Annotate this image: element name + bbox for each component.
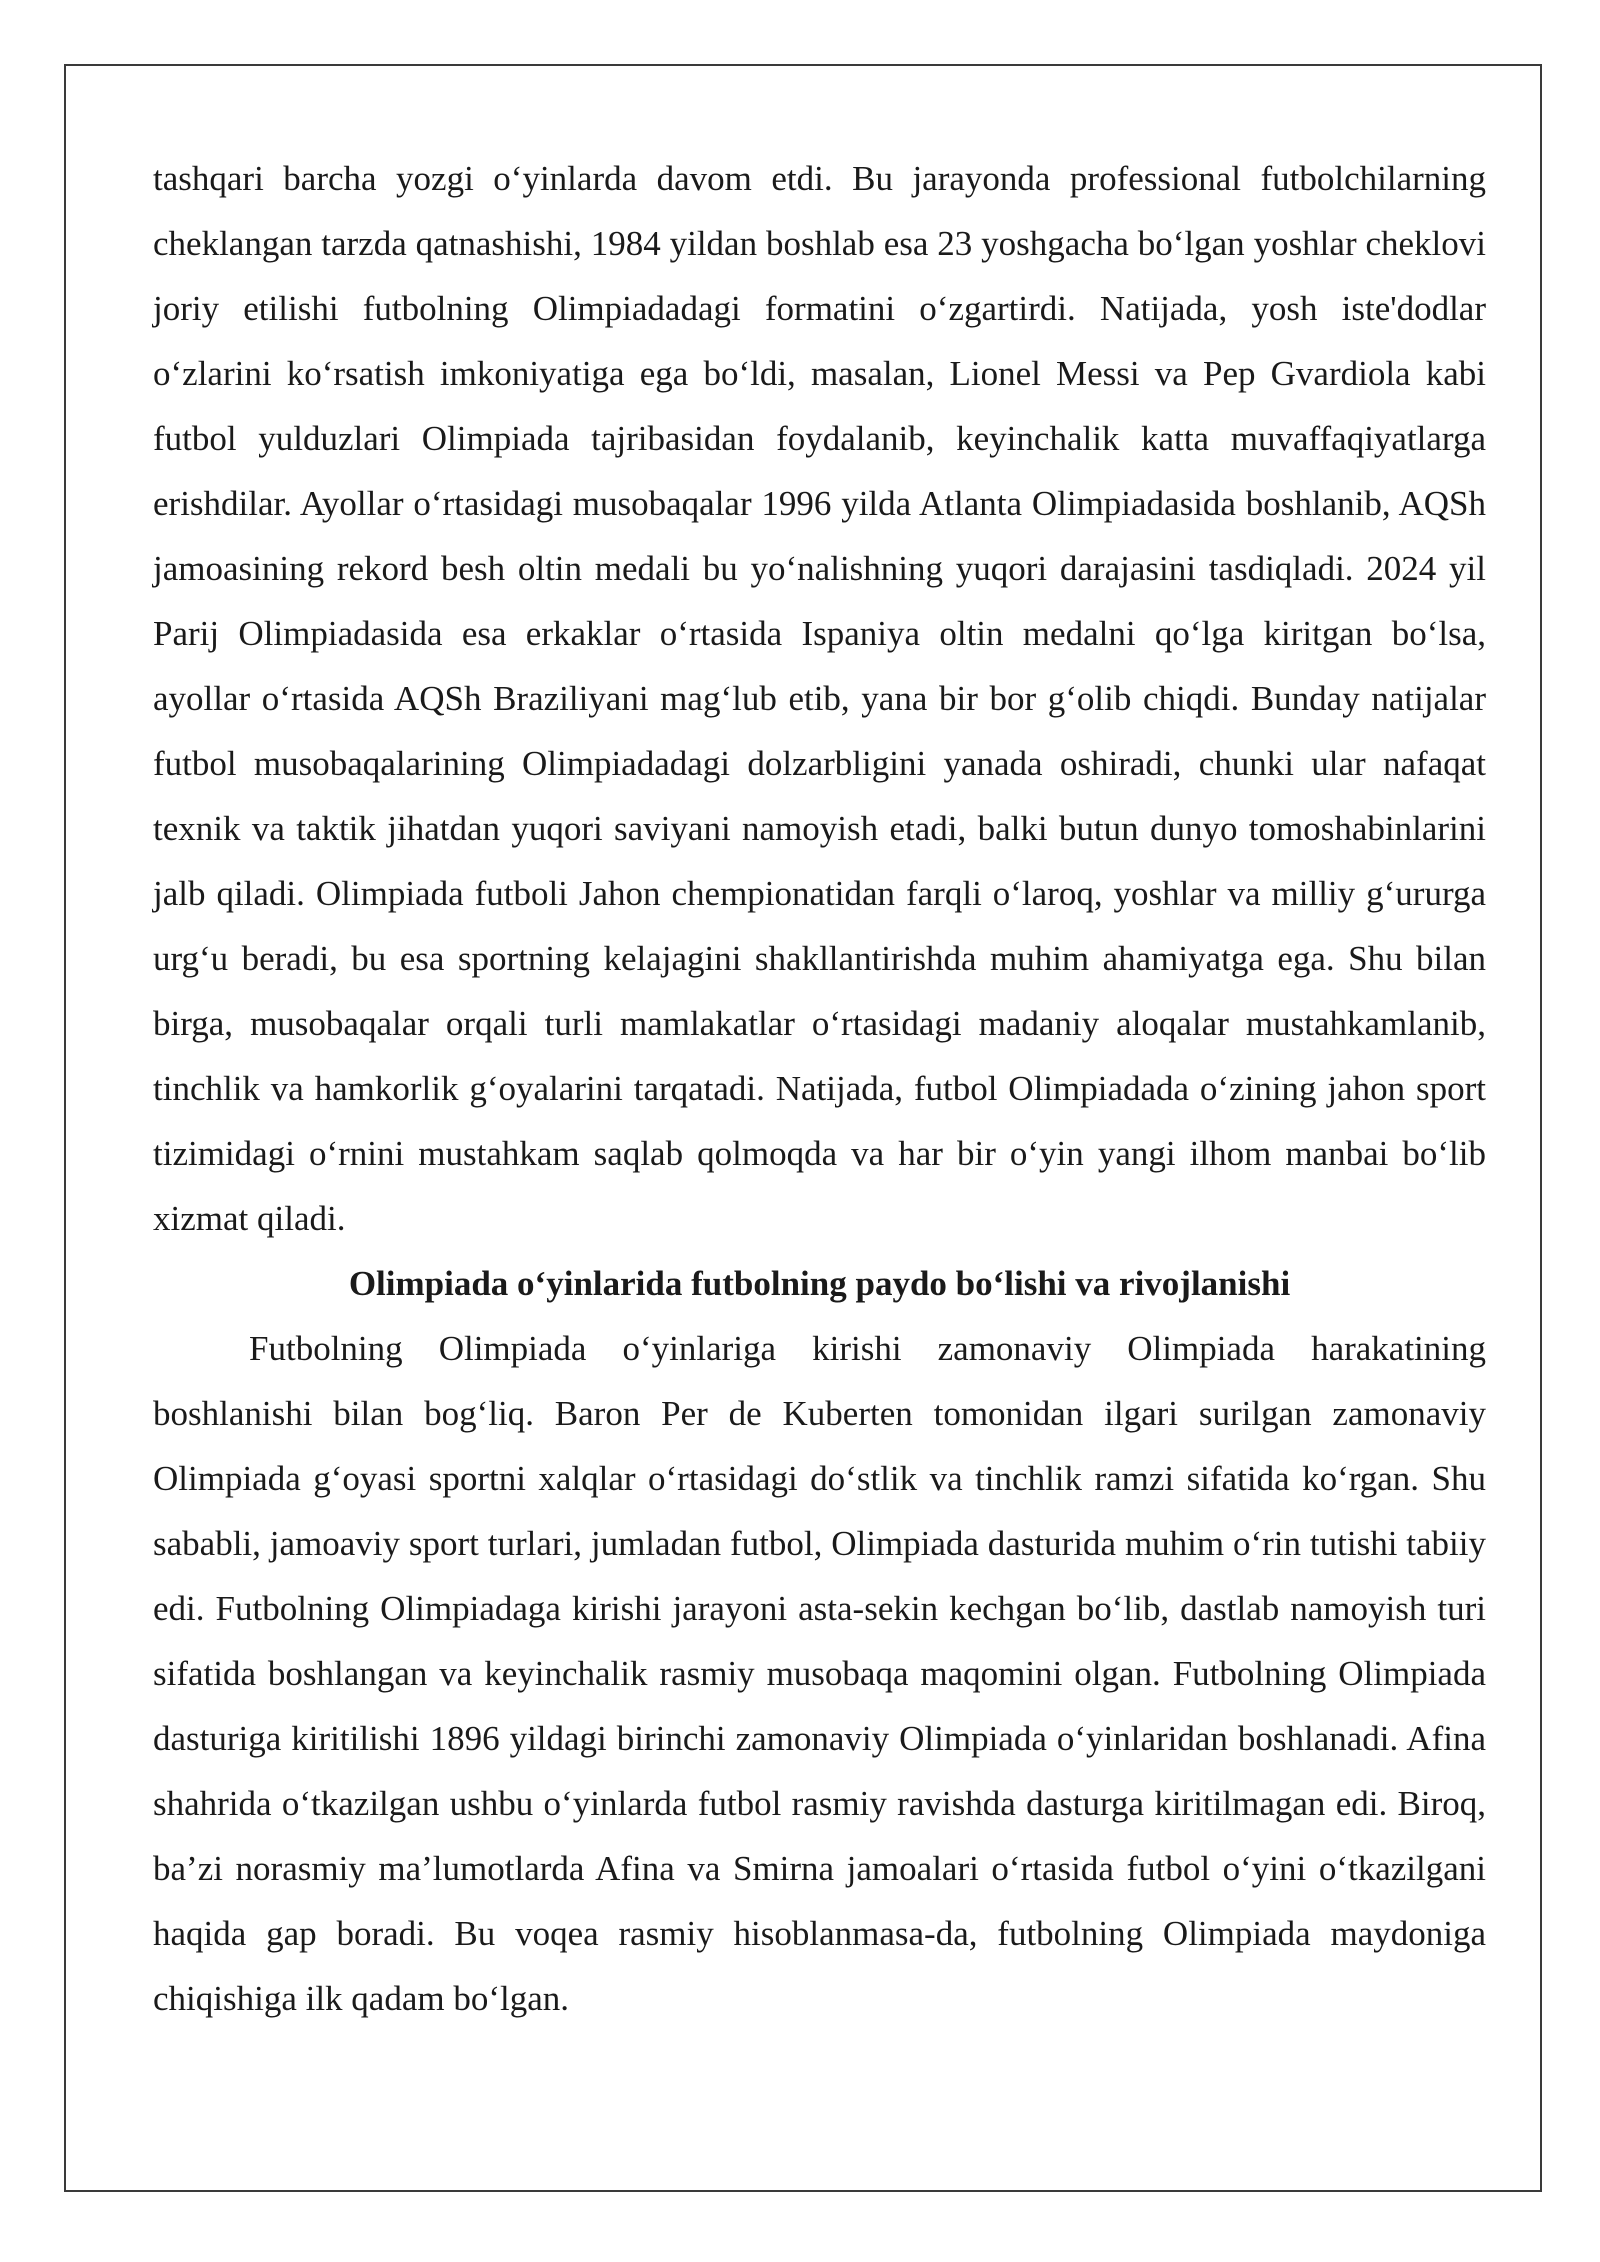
body-paragraph: tashqari barcha yozgi o‘yinlarda davom etdi. Bu jarayonda professional futbolchilarning cheklangan tarzda qatnashishi, 1984 yildan boshlab esa 23 yoshgacha bo‘lgan yoshlar cheklovi joriy etilishi futbolning Olimpiadadagi formatini o‘zgartirdi. Natijada, yosh iste'dodlar o‘zlarini ko‘rsatish imkoniyatiga ega bo‘ldi, masalan, Lionel Messi va Pep Gvardiola kabi futbol yulduzlari Olimpiada tajribasidan foydalanib, keyinchalik katta muvaffaqiyatlarga erishdilar. Ayollar o‘rtasidagi musobaqalar 1996 yilda Atlanta Olimpiadasida boshlanib, AQSh jamoasining rekord besh oltin medali bu yo‘nalishning yuqori darajasini tasdiqladi. 2024 yil Parij Olimpiadasida esa erkaklar o‘rtasida Ispaniya oltin medalni qo‘lga kiritgan bo‘lsa, ayollar o‘rtasida AQSh Braziliyani mag‘lub etib, yana bir bor g‘olib chiqdi. Bunday natijalar futbol musobaqalarining Olimpiadadagi dolzarbligini yanada oshiradi, chunki ular nafaqat texnik va taktik jihatdan yuqori saviyani namoyish etadi, balki butun dunyo tomoshabinlarini jalb qiladi. Olimpiada futboli Jahon chempionatidan farqli o‘laroq, yoshlar va milliy g‘ururga urg‘u beradi, bu esa sportning kelajagini shakllantirishda muhim ahamiyatga ega. Shu bilan birga, musobaqalar orqali turli mamlakatlar o‘rtasidagi madaniy aloqalar mustahkamlanib, tinchlik va hamkorlik g‘oyalarini tarqatadi. Natijada, futbol Olimpiadada o‘zining jahon sport tizimidagi o‘rnini mustahkam saqlab qolmoqda va har bir o‘yin yangi ilhom manbai bo‘lib xizmat qiladi.	[153, 159, 1486, 1238]
section-heading: Olimpiada o‘yinlarida futbolning paydo bo‘lishi va rivojlanishi	[348, 1264, 1291, 1303]
body-paragraph: Futbolning Olimpiada o‘yinlariga kirishi zamonaviy Olimpiada harakatining boshlanishi bilan bog‘liq. Baron Per de Kuberten tomonidan ilgari surilgan zamonaviy Olimpiada g‘oyasi sportni xalqlar o‘rtasidagi do‘stlik va tinchlik ramzi sifatida ko‘rgan. Shu sababli, jamoaviy sport turlari, jumladan futbol, Olimpiada dasturida muhim o‘rin tutishi tabiiy edi. Futbolning Olimpiadaga kirishi jarayoni asta-sekin kechgan bo‘lib, dastlab namoyish turi sifatida boshlangan va keyinchalik rasmiy musobaqa maqomini olgan. Futbolning Olimpiada dasturiga kiritilishi 1896 yildagi birinchi zamonaviy Olimpiada o‘yinlaridan boshlanadi. Afina shahrida o‘tkazilgan ushbu o‘yinlarda futbol rasmiy ravishda dasturga kiritilmagan edi. Biroq, ba’zi norasmiy ma’lumotlarda Afina va Smirna jamoalari o‘rtasida futbol o‘yini o‘tkazilgani haqida gap boradi. Bu voqea rasmiy hisoblanmasa-da, futbolning Olimpiada maydoniga chiqishiga ilk qadam bo‘lgan.	[153, 1329, 1486, 2018]
document-body	[153, 146, 1486, 2031]
